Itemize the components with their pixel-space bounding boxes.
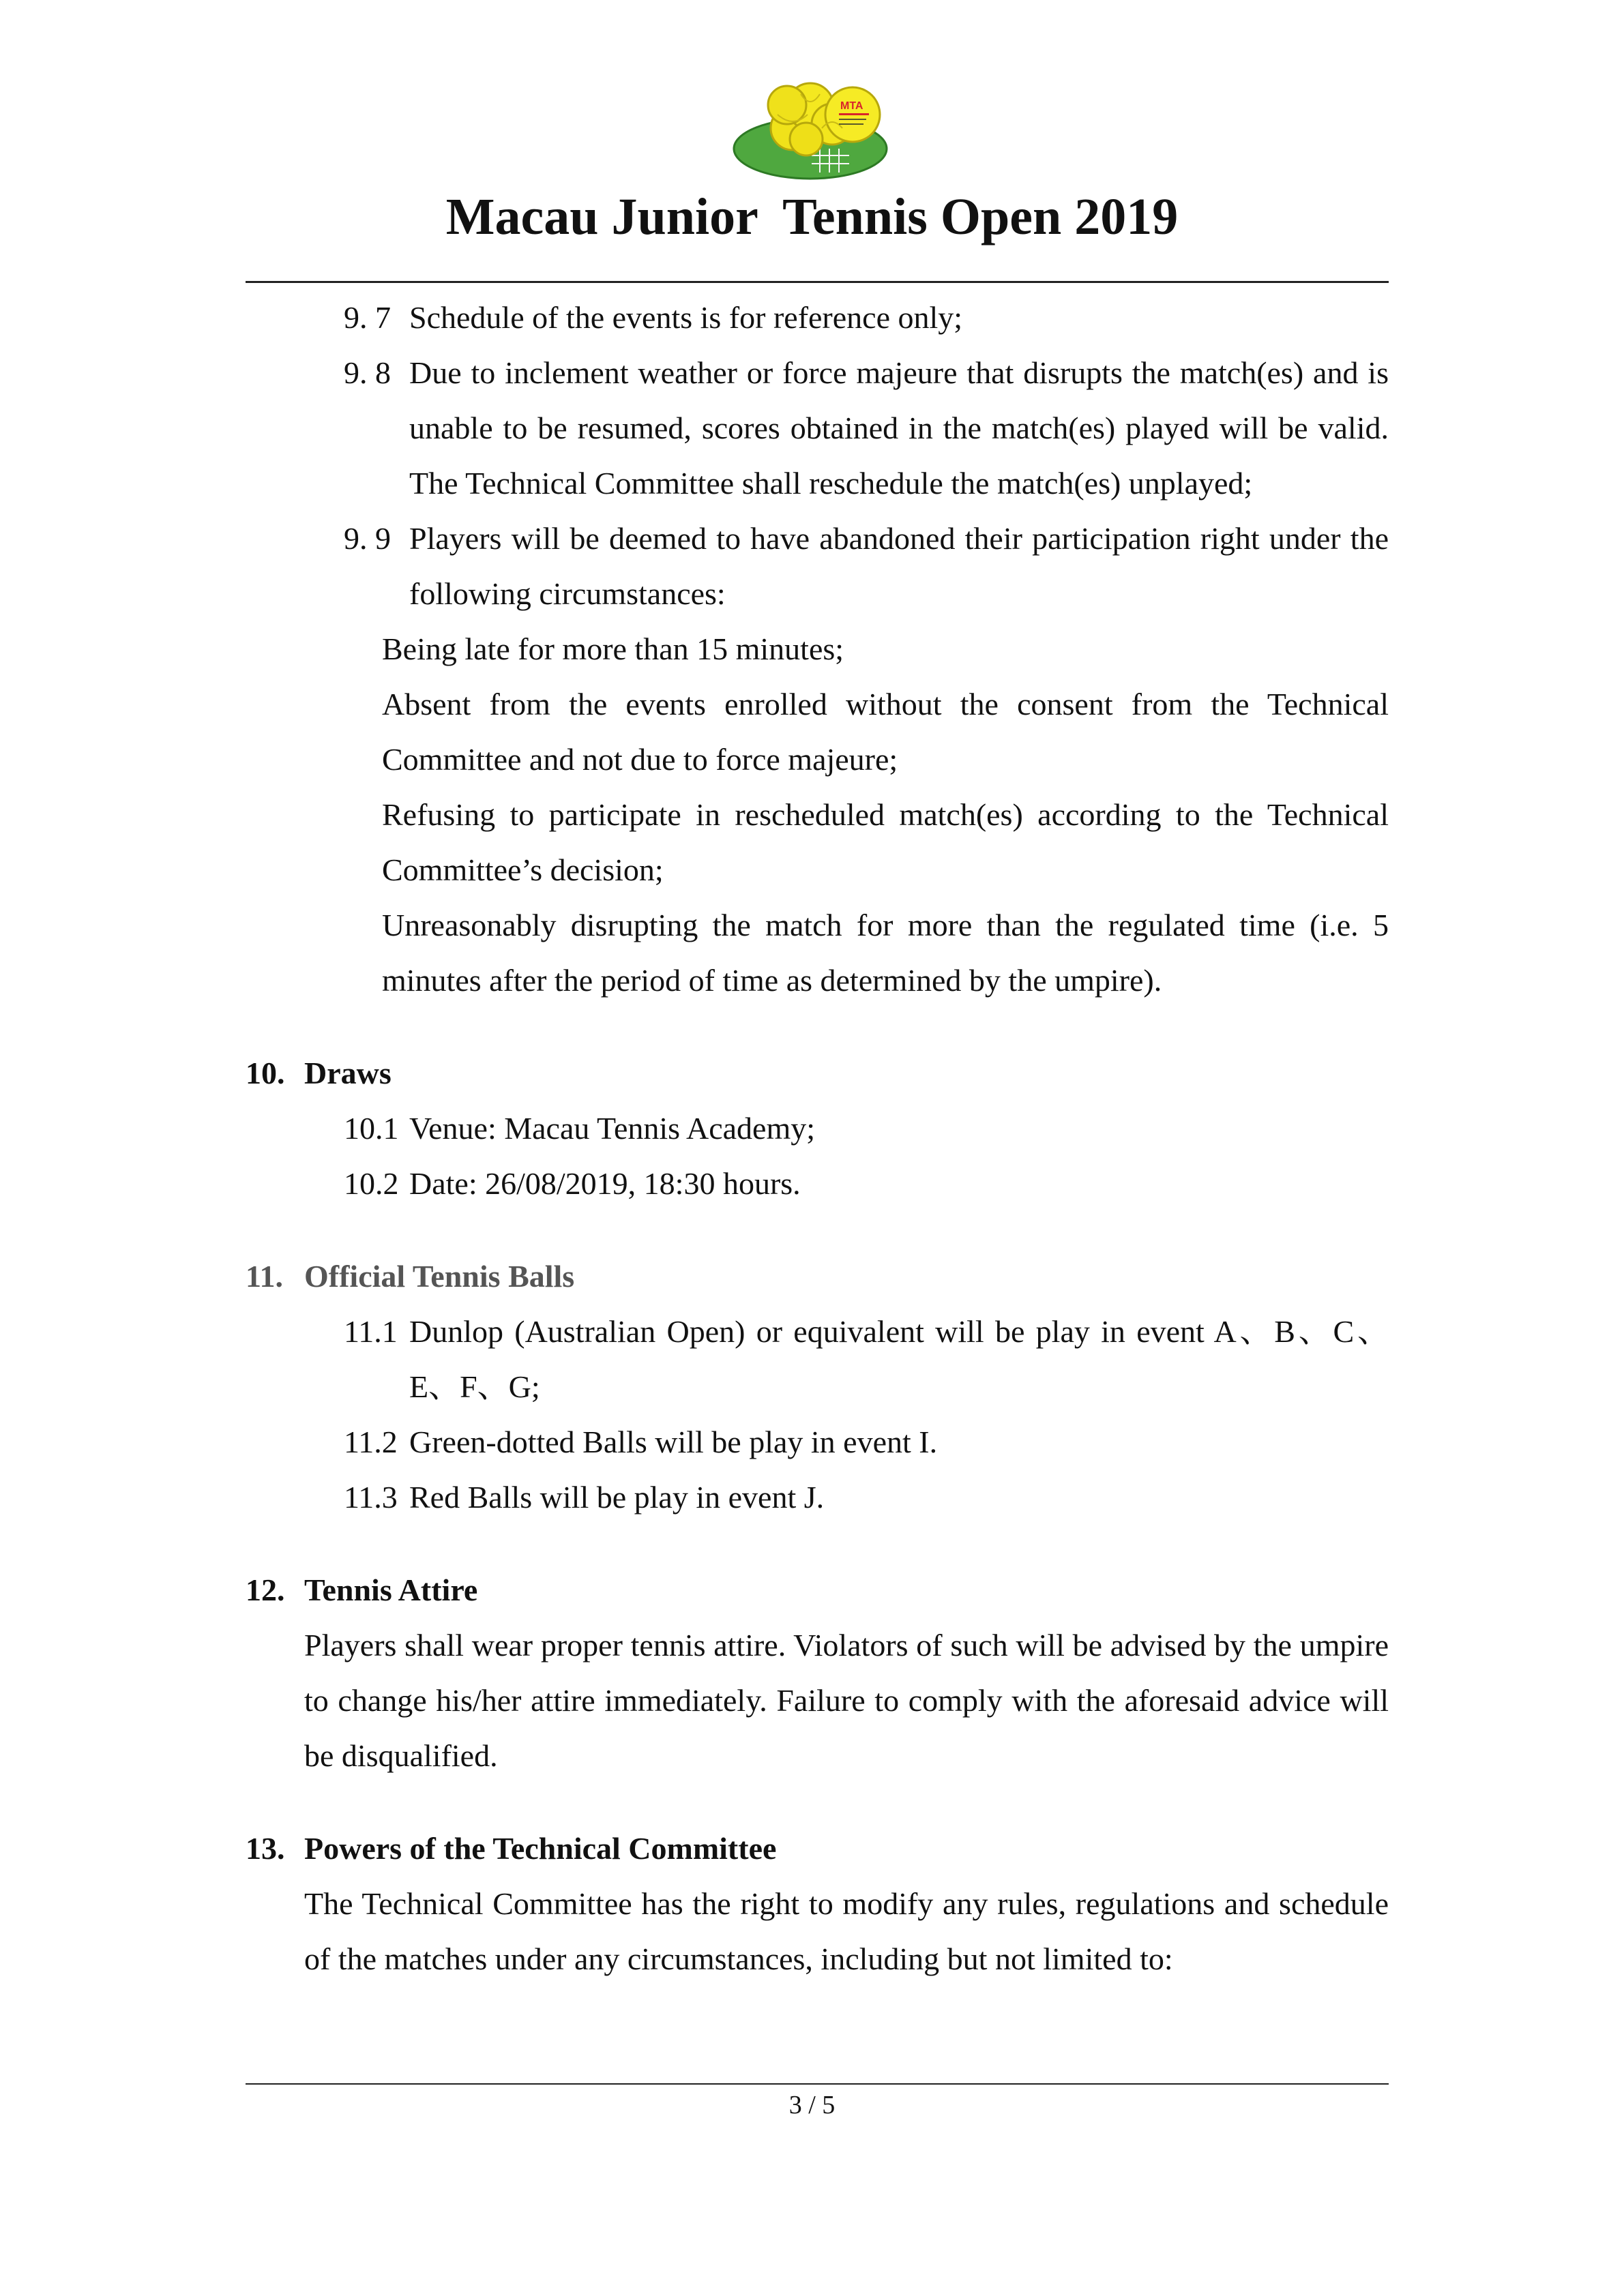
item-10-1: 10.1 Venue: Macau Tennis Academy;	[344, 1111, 816, 1146]
footer-divider	[246, 2083, 1389, 2085]
item-11-2: 11.2 Green-dotted Balls will be play in event I.	[344, 1425, 938, 1459]
section-12-heading: 12. Tennis Attire	[246, 1572, 478, 1607]
circumstance-refusing: Refusing to participate in rescheduled match(es) according to the Technical Committee’s decision;	[382, 797, 1389, 887]
spacer	[0, 1008, 1624, 1045]
document-body	[0, 290, 1624, 1986]
item-9-9: 9. 9 Players will be deemed to have abandoned their participation right under the following circumstances:	[344, 521, 1389, 611]
tennis-association-logo	[730, 74, 900, 183]
page-number: 3 / 5	[788, 2091, 836, 2119]
section-12-body: Players shall wear proper tennis attire. Violators of such will be advised by the umpire to change his/her attire immediately. Failure to comply with the aforesaid advice will be disqualified.	[304, 1628, 1389, 1773]
document-title: Macau Junior Tennis Open 2019	[445, 188, 1179, 245]
circumstance-disrupting: Unreasonably disrupting the match for more than the regulated time (i.e. 5 minutes after the period of time as determined by the umpire).	[382, 908, 1389, 998]
section-10-heading: 10. Draws	[246, 1056, 392, 1090]
header-divider	[246, 281, 1389, 283]
item-9-8: 9. 8 Due to inclement weather or force majeure that disrupts the match(es) and is unable to be resumed, scores obtained in the match(es) played will be valid. The Technical Committee shall reschedule the match(es) unplayed;	[344, 355, 1389, 501]
item-11-3: 11.3 Red Balls will be play in event J.	[344, 1480, 825, 1515]
circumstance-late: Being late for more than 15 minutes;	[382, 631, 844, 666]
section-13-body: The Technical Committee has the right to modify any rules, regulations and schedule of the matches under any circumstances, including but not limited to:	[304, 1886, 1389, 1976]
svg-text:MTA: MTA	[840, 100, 863, 112]
spacer	[0, 1525, 1624, 1562]
item-10-2: 10.2 Date: 26/08/2019, 18:30 hours.	[344, 1166, 801, 1201]
section-13-heading: 13. Powers of the Technical Committee	[246, 1831, 777, 1866]
spacer	[0, 1783, 1624, 1821]
section-11-heading: 11. Official Tennis Balls	[246, 1259, 575, 1294]
circumstance-absent: Absent from the events enrolled without the consent from the Technical Committee and not due to force majeure;	[382, 687, 1389, 777]
item-11-1: 11.1 Dunlop (Australian Open) or equivalent will be play in event A、B、C、E、F、G;	[344, 1314, 1389, 1404]
spacer	[0, 1211, 1624, 1249]
item-9-7: 9. 7 Schedule of the events is for reference only;	[344, 300, 963, 335]
